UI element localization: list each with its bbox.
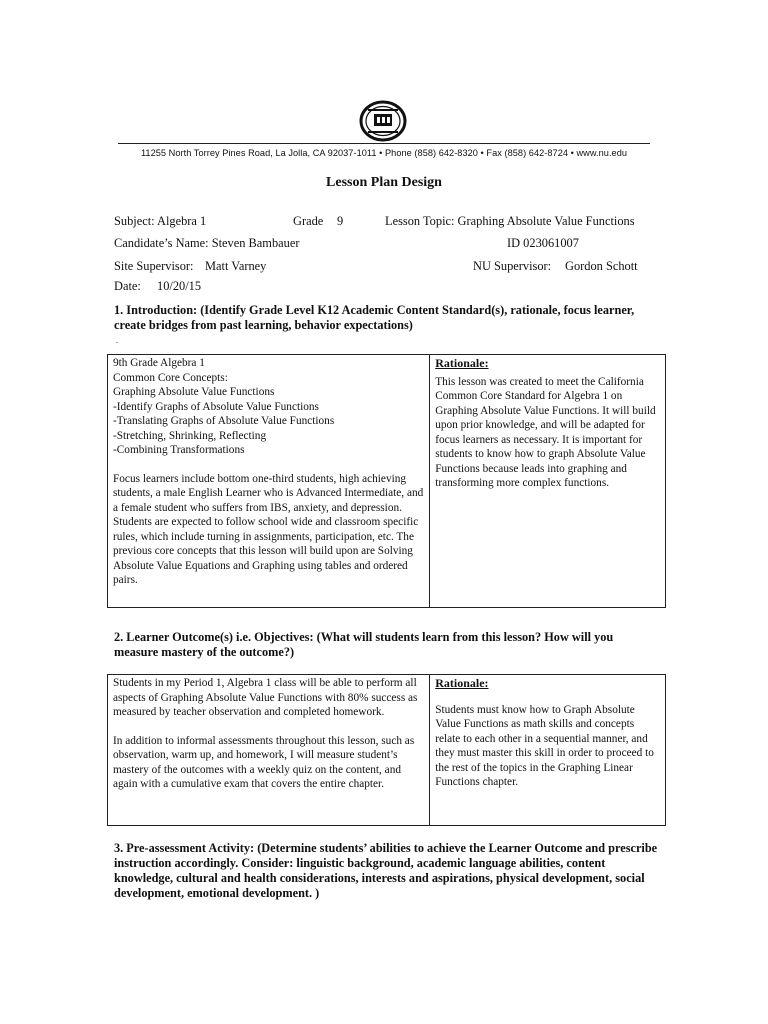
candidate-id: ID 023061007 — [507, 236, 579, 250]
grade-label: Grade — [293, 214, 324, 228]
content-line: -Combining Transformations — [113, 444, 245, 456]
letterhead-address: 11255 North Torrey Pines Road, La Jolla, CA 92037-1011 • Phone (858) 642-8320 • Fax (858) 642-8724 • www.nu.edu — [118, 143, 650, 158]
section-2-heading: 2. Learner Outcome(s) i.e. Objectives: (What will students learn from this lesson? How will you measure mastery of the outcome?) — [114, 630, 614, 659]
section-3-heading: 3. Pre-assessment Activity: (Determine students’ abilities to achieve the Learner Outcome and prescribe instruction accordingly. Consider: linguistic background, academic language abilities, content knowledge, cultural and health considerations, interests and aspirations, physical development, social development, emotional development. ) — [114, 841, 658, 900]
content-line: -Stretching, Shrinking, Reflecting — [113, 429, 267, 442]
rationale-text: Students must know how to Graph Absolute Value Functions as math skills and concepts relate to each other in a sequential manner, and they must master this skill in order to proceed to the rest of the topics in the Graphing Linear Functions chapter. — [435, 703, 654, 788]
section-1-heading: 1. Introduction: (Identify Grade Level K12 Academic Content Standard(s), rationale, focus learner, create bridges from past learning, behavior expectations) — [114, 303, 635, 332]
lesson-topic: Lesson Topic: Graphing Absolute Value Functions — [385, 214, 635, 228]
assessment-paragraph: In addition to informal assessments throughout this lesson, such as observation, warm up, and homework, I will measure student’s mastery of the outcomes with a weekly quiz on the content, and again with a cumulative exam that covers the entire chapter. — [113, 734, 415, 790]
site-supervisor-value: Matt Varney — [205, 259, 267, 273]
section-1-content-cell — [108, 355, 430, 608]
content-line: Common Core Concepts: — [113, 371, 228, 384]
university-seal-icon — [358, 100, 408, 142]
rationale-text: This lesson was created to meet the California Common Core Standard for Algebra 1 on Graphing Absolute Value Functions. It will build upon prior knowledge, and will be adapted for focus learners as necessary. It is important for students to know how to graph Absolute Value Functions because leads into graphing and transforming more complex functions. — [435, 375, 656, 489]
section-1-marker: . — [116, 336, 118, 345]
site-supervisor-label: Site Supervisor: — [114, 259, 194, 273]
section-1-rationale-cell — [430, 355, 666, 608]
content-line: -Identify Graphs of Absolute Value Functions — [113, 400, 319, 413]
grade-value: 9 — [337, 214, 344, 228]
section-2-rationale-cell — [430, 675, 666, 826]
rationale-title: Rationale: — [435, 676, 489, 690]
nu-supervisor-value: Gordon Schott — [565, 259, 638, 273]
content-line: 9th Grade Algebra 1 — [113, 357, 205, 369]
section-2-content-cell — [108, 675, 430, 826]
nu-supervisor-label: NU Supervisor: — [473, 259, 552, 273]
candidate-name: Candidate’s Name: Steven Bambauer — [114, 236, 300, 250]
objective-paragraph: Students in my Period 1, Algebra 1 class will be able to perform all aspects of Graphing Absolute Value Functions with 80% success as measured by teacher observation and completed homework. — [113, 677, 418, 718]
content-line: -Translating Graphs of Absolute Value Functions — [113, 415, 335, 427]
date-value: 10/20/15 — [157, 279, 202, 293]
page-title: Lesson Plan Design — [326, 175, 442, 190]
section-1-table — [107, 354, 666, 608]
date-label: Date: — [114, 279, 141, 293]
subject-field: Subject: Algebra 1 — [114, 214, 207, 228]
section-2-table — [107, 674, 666, 826]
content-line: Graphing Absolute Value Functions — [113, 386, 275, 398]
rationale-title: Rationale: — [435, 356, 489, 370]
focus-learners-paragraph: Focus learners include bottom one-third students, high achieving students, a male English Learner who is Advanced Intermediate, and a female student who suffers from IBS, anxiety, and depression. Students are expected to follow school wide and classroom specific rules, which include turning in assignments, participation, etc. The previous core concepts that this lesson will build upon are Solving Absolute Value Equations and Graphing using tables and ordered pairs. — [113, 472, 424, 586]
